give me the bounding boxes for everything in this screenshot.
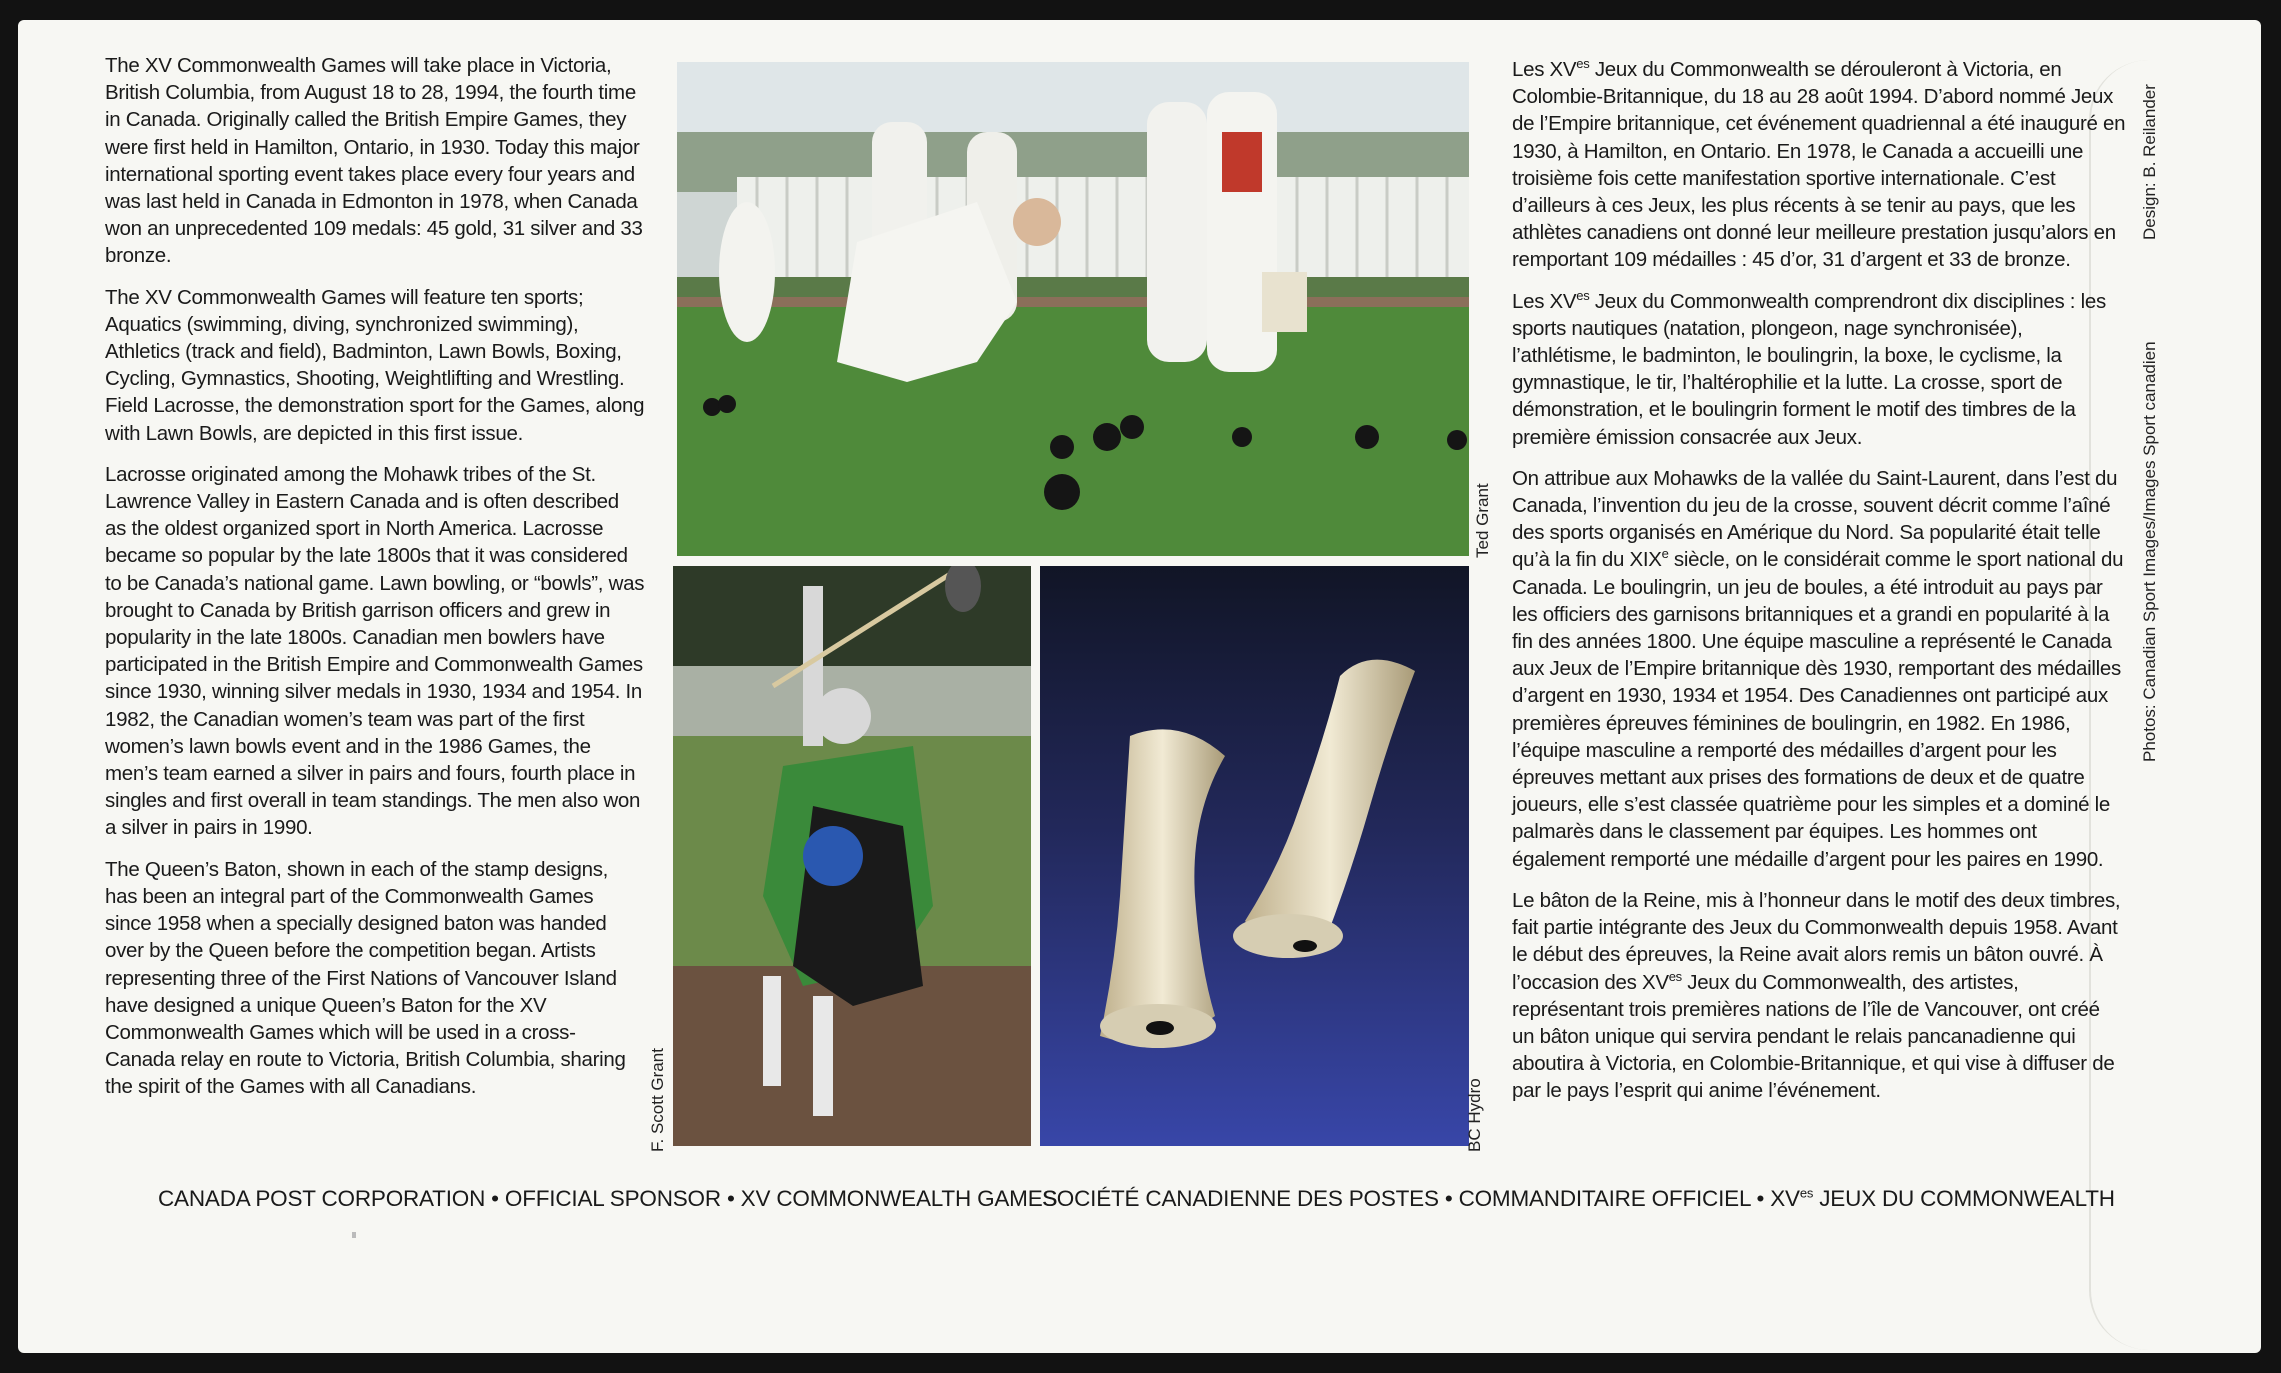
french-paragraph-4: Le bâton de la Reine, mis à l’honneur dans le motif des deux timbres, fait partie intégrante des Jeux du Commonwealth depuis 1958. Avant le début des épreuves, la Reine avait alors remis un bâton ouvré. À l’occasion des $XV^{es}$ Jeux du Commonwealth, des artistes, représentant trois premières nations de l’île de Vancouver, ont créé un bâton unique qui servira pendant le relais pancanadienne qui aboutira à Victoria, en Colombie-Britannique, et qui vise à diffuser de par le pays l’esprit qui anime l’événement. bbox=[1512, 888, 2121, 1103]
paper-mark bbox=[352, 1232, 356, 1238]
queens-baton-photo bbox=[1040, 566, 1469, 1146]
credit-ted-grant: Ted Grant bbox=[1473, 483, 1492, 558]
french-paragraph-2: Les $XV^{es}$ Jeux du Commonwealth comprendront dix disciplines : les sports nautiques (natation, plongeon, nage synchronisée), l’athlétisme, le badminton, le boulingrin, la boxe, le cyclisme, la gymnastique, le tir, l’haltérophilie et la lutte. La crosse, sport de démonstration, et le boulingrin forment le motif des timbres de la première émission consacrée aux Jeux. bbox=[1512, 287, 2106, 449]
french-paragraph-1: Les $XV^{es}$ Jeux du Commonwealth se dérouleront à Victoria, en Colombie-Britannique, du 18 au 28 août 1994. D’abord nommé Jeux de l’Empire britannique, cet événement quadriennal a été inauguré en 1930, à Hamilton, en Ontario. En 1978, le Canada a accueilli une troisième fois cette manifestation sportive internationale. C’est d’ailleurs à ces Jeux, les plus récents à se tenir au pays, que les athlètes canadiens ont donné leur meilleure prestation jusqu’alors en remportant 109 médailles : 45 d’or, 31 d’argent et 33 de bronze. bbox=[1512, 56, 2126, 272]
french-text-column bbox=[1512, 56, 2127, 1119]
footer-french: SOCIÉTÉ CANADIENNE DES POSTES • COMMANDITAIRE OFFICIEL • $XV^{es}$ JEUX DU COMMONWEALTH bbox=[1042, 1185, 2115, 1211]
english-paragraph-3: Lacrosse originated among the Mohawk tribes of the St. Lawrence Valley in Eastern Canada and is often described as the oldest organized sport in North America. Lacrosse became so popular by the late 1800s that it was considered to be Canada’s national game. Lawn bowling, or “bowls”, was brought to Canada by British garrison officers and grew in popularity in the late 1800s. Canadian men bowlers have participated in the British Empire and Commonwealth Games since 1930, winning silver medals in 1930, 1934 and 1954. In 1982, the Canadian women’s team was part of the first women’s lawn bowls event and in the 1986 Games, the men’s team earned a silver in pairs and fours, fourth place in singles and first overall in team standings. The men also won a silver in pairs in 1990. bbox=[105, 462, 645, 840]
english-paragraph-1: The XV Commonwealth Games will take place in Victoria, British Columbia, from August 18 to 28, 1994, the fourth time in Canada. Originally called the British Empire Games, they were first held in Hamilton, Ontario, in 1930. Today this major international sporting event takes place every four years and was last held in Canada in Edmonton in 1978, when Canada won an unprecedented 109 medals: 45 gold, 31 silver and 33 bronze. bbox=[105, 54, 643, 268]
french-paragraph-3: On attribue aux Mohawks de la vallée du Saint-Laurent, dans l’est du Canada, l’invention du jeu de la crosse, souvent décrit comme l’aîné des sports organisés en Amérique du Nord. Sa popularité était telle qu’à la fin du XIXe siècle, on le considérait comme le sport national du Canada. Le boulingrin, un jeu de boules, a été introduit au pays par les officiers des garnisons britanniques et a grandi en popularité à la fin des années 1800. Une équipe masculine a représenté le Canada aux Jeux de l’Empire britannique dès 1930, remportant des médailles d’argent en 1930, 1934 et 1954. Des Canadiennes ont participé aux premières épreuves féminines de boulingrin, en 1982. En 1986, l’équipe masculine a remporté des médailles d’argent pour les épreuves mettant aux prises des formations de deux et de quatre joueurs, elle s’est classée quatrième pour les simples et a dominé le palmarès dans le classement par équipes. Les hommes ont également remporté une médaille d’argent pour les paires en 1990. bbox=[1512, 466, 2124, 871]
english-paragraph-4: The Queen’s Baton, shown in each of the stamp designs, has been an integral part of the Commonwealth Games since 1958 when a specially designed baton was handed over by the Queen before the competition began. Artists representing three of the First Nations of Vancouver Island have designed a unique Queen’s Baton for the XV Commonwealth Games which will be used in a cross-Canada relay en route to Victoria, British Columbia, sharing the spirit of the Games with all Canadians. bbox=[105, 857, 626, 1099]
english-text-column bbox=[105, 52, 645, 1115]
lawn-bowls-photo bbox=[677, 62, 1469, 556]
footer-english: CANADA POST CORPORATION • OFFICIAL SPONSOR • XV COMMONWEALTH GAMES bbox=[158, 1186, 1058, 1211]
credit-bc-hydro: BC Hydro bbox=[1465, 1078, 1484, 1152]
credit-design: Design: B. Reilander bbox=[2140, 84, 2159, 240]
lacrosse-photo bbox=[673, 566, 1031, 1146]
credit-photos: Photos: Canadian Sport Images/Images Sport canadien bbox=[2140, 341, 2159, 762]
english-paragraph-2: The XV Commonwealth Games will feature ten sports; Aquatics (swimming, diving, synchronized swimming), Athletics (track and field), Badminton, Lawn Bowls, Boxing, Cycling, Gymnastics, Shooting, Weightlifting and Wrestling. Field Lacrosse, the demonstration sport for the Games, along with Lawn Bowls, are depicted in this first issue. bbox=[105, 285, 645, 445]
credit-f-scott-grant: F. Scott Grant bbox=[648, 1048, 667, 1152]
